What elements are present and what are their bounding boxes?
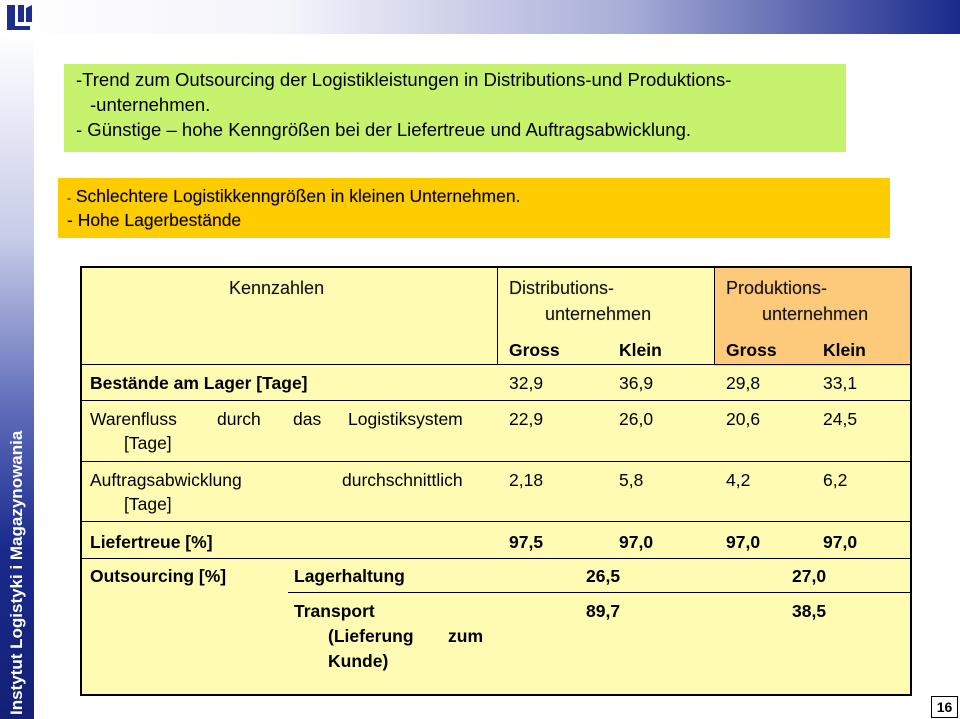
table-divider [82,364,910,365]
yellow-bullet-1 [67,185,890,209]
row-label-bestaende: Bestände am Lager [Tage] [90,373,308,393]
row-label-warenfluss-a: Warenfluss [90,409,177,429]
header-produktion-line1: Produktions- [726,278,828,298]
row-label-lagerhaltung: Lagerhaltung [294,566,405,586]
value-transport-dist: 89,7 [586,601,621,621]
row-label-transport-zum: zum [448,626,483,646]
value-bestaende-prod-gross: 29,8 [726,373,761,393]
value-auftrag-dist-klein: 5,8 [619,470,644,490]
header-gross-dist: Gross [509,340,560,360]
value-bestaende-prod-klein: 33,1 [823,373,858,393]
table-divider [82,400,910,401]
table-divider [82,461,910,462]
row-label-warenfluss-unit: [Tage] [124,433,172,453]
table-divider [82,521,910,522]
value-warenfluss-prod-gross: 20,6 [726,409,761,429]
value-warenfluss-prod-klein: 24,5 [823,409,858,429]
value-liefertreue-dist-gross: 97,5 [509,532,544,552]
top-banner [0,0,960,34]
header-distribution-line1: Distributions- [509,278,615,298]
row-label-auftrag-a: Auftragsabwicklung [90,470,242,490]
institute-name: Instytut Logistyki i Magazynowania [7,430,26,715]
table-divider [288,592,910,593]
yellow-bullet-1-text: Schlechtere Logistikkenngrößen in kleinen Unternehmen. [71,186,521,206]
row-label-transport-lieferung: (Lieferung [328,626,414,646]
value-warenfluss-dist-klein: 26,0 [619,409,654,429]
header-kennzahlen: Kennzahlen [229,278,325,298]
row-label-warenfluss-c: das [293,409,322,429]
row-label-warenfluss-b: durch [217,409,261,429]
value-liefertreue-prod-klein: 97,0 [823,532,858,552]
table-divider [714,268,715,364]
yellow-bullet-1-dash: - [67,191,71,205]
value-liefertreue-prod-gross: 97,0 [726,532,761,552]
value-auftrag-dist-gross: 2,18 [509,470,544,490]
green-bullet-2: -unternehmen. [90,94,211,115]
header-produktion-line2: unternehmen [762,304,869,324]
institute-logo-icon [4,2,34,32]
row-label-transport: Transport [294,601,375,621]
value-auftrag-prod-gross: 4,2 [726,470,751,490]
table-divider [497,268,498,364]
yellow-bullet-2: - Hohe Lagerbestände [67,210,242,230]
row-label-auftrag-unit: [Tage] [124,494,172,514]
green-bullet-3: - Günstige – hohe Kenngrößen bei der Liefertreue und Auftragsabwicklung. [76,119,692,140]
value-lagerhaltung-prod: 27,0 [792,566,827,586]
page-number: 16 [931,696,958,718]
value-bestaende-dist-klein: 36,9 [619,373,654,393]
value-transport-prod: 38,5 [792,601,827,621]
yellow-summary-box [58,178,890,238]
row-label-auftrag-b: durchschnittlich [342,470,463,490]
green-summary-box [64,64,846,152]
header-distribution-line2: unternehmen [545,304,652,324]
table-divider [82,558,910,559]
row-label-outsourcing: Outsourcing [%] [90,566,227,586]
value-liefertreue-dist-klein: 97,0 [619,532,654,552]
header-klein-prod: Klein [823,340,866,360]
header-gross-prod: Gross [726,340,777,360]
row-label-warenfluss-d: Logistiksystem [348,409,463,429]
value-auftrag-prod-klein: 6,2 [823,470,848,490]
green-bullet-1: -Trend zum Outsourcing der Logistikleistungen in Distributions-und Produktions- [76,69,732,90]
value-bestaende-dist-gross: 32,9 [509,373,544,393]
row-label-transport-kunde: Kunde) [328,651,389,671]
value-warenfluss-dist-gross: 22,9 [509,409,544,429]
value-lagerhaltung-dist: 26,5 [586,566,621,586]
header-klein-dist: Klein [619,340,662,360]
row-label-liefertreue: Liefertreue [%] [90,532,213,552]
